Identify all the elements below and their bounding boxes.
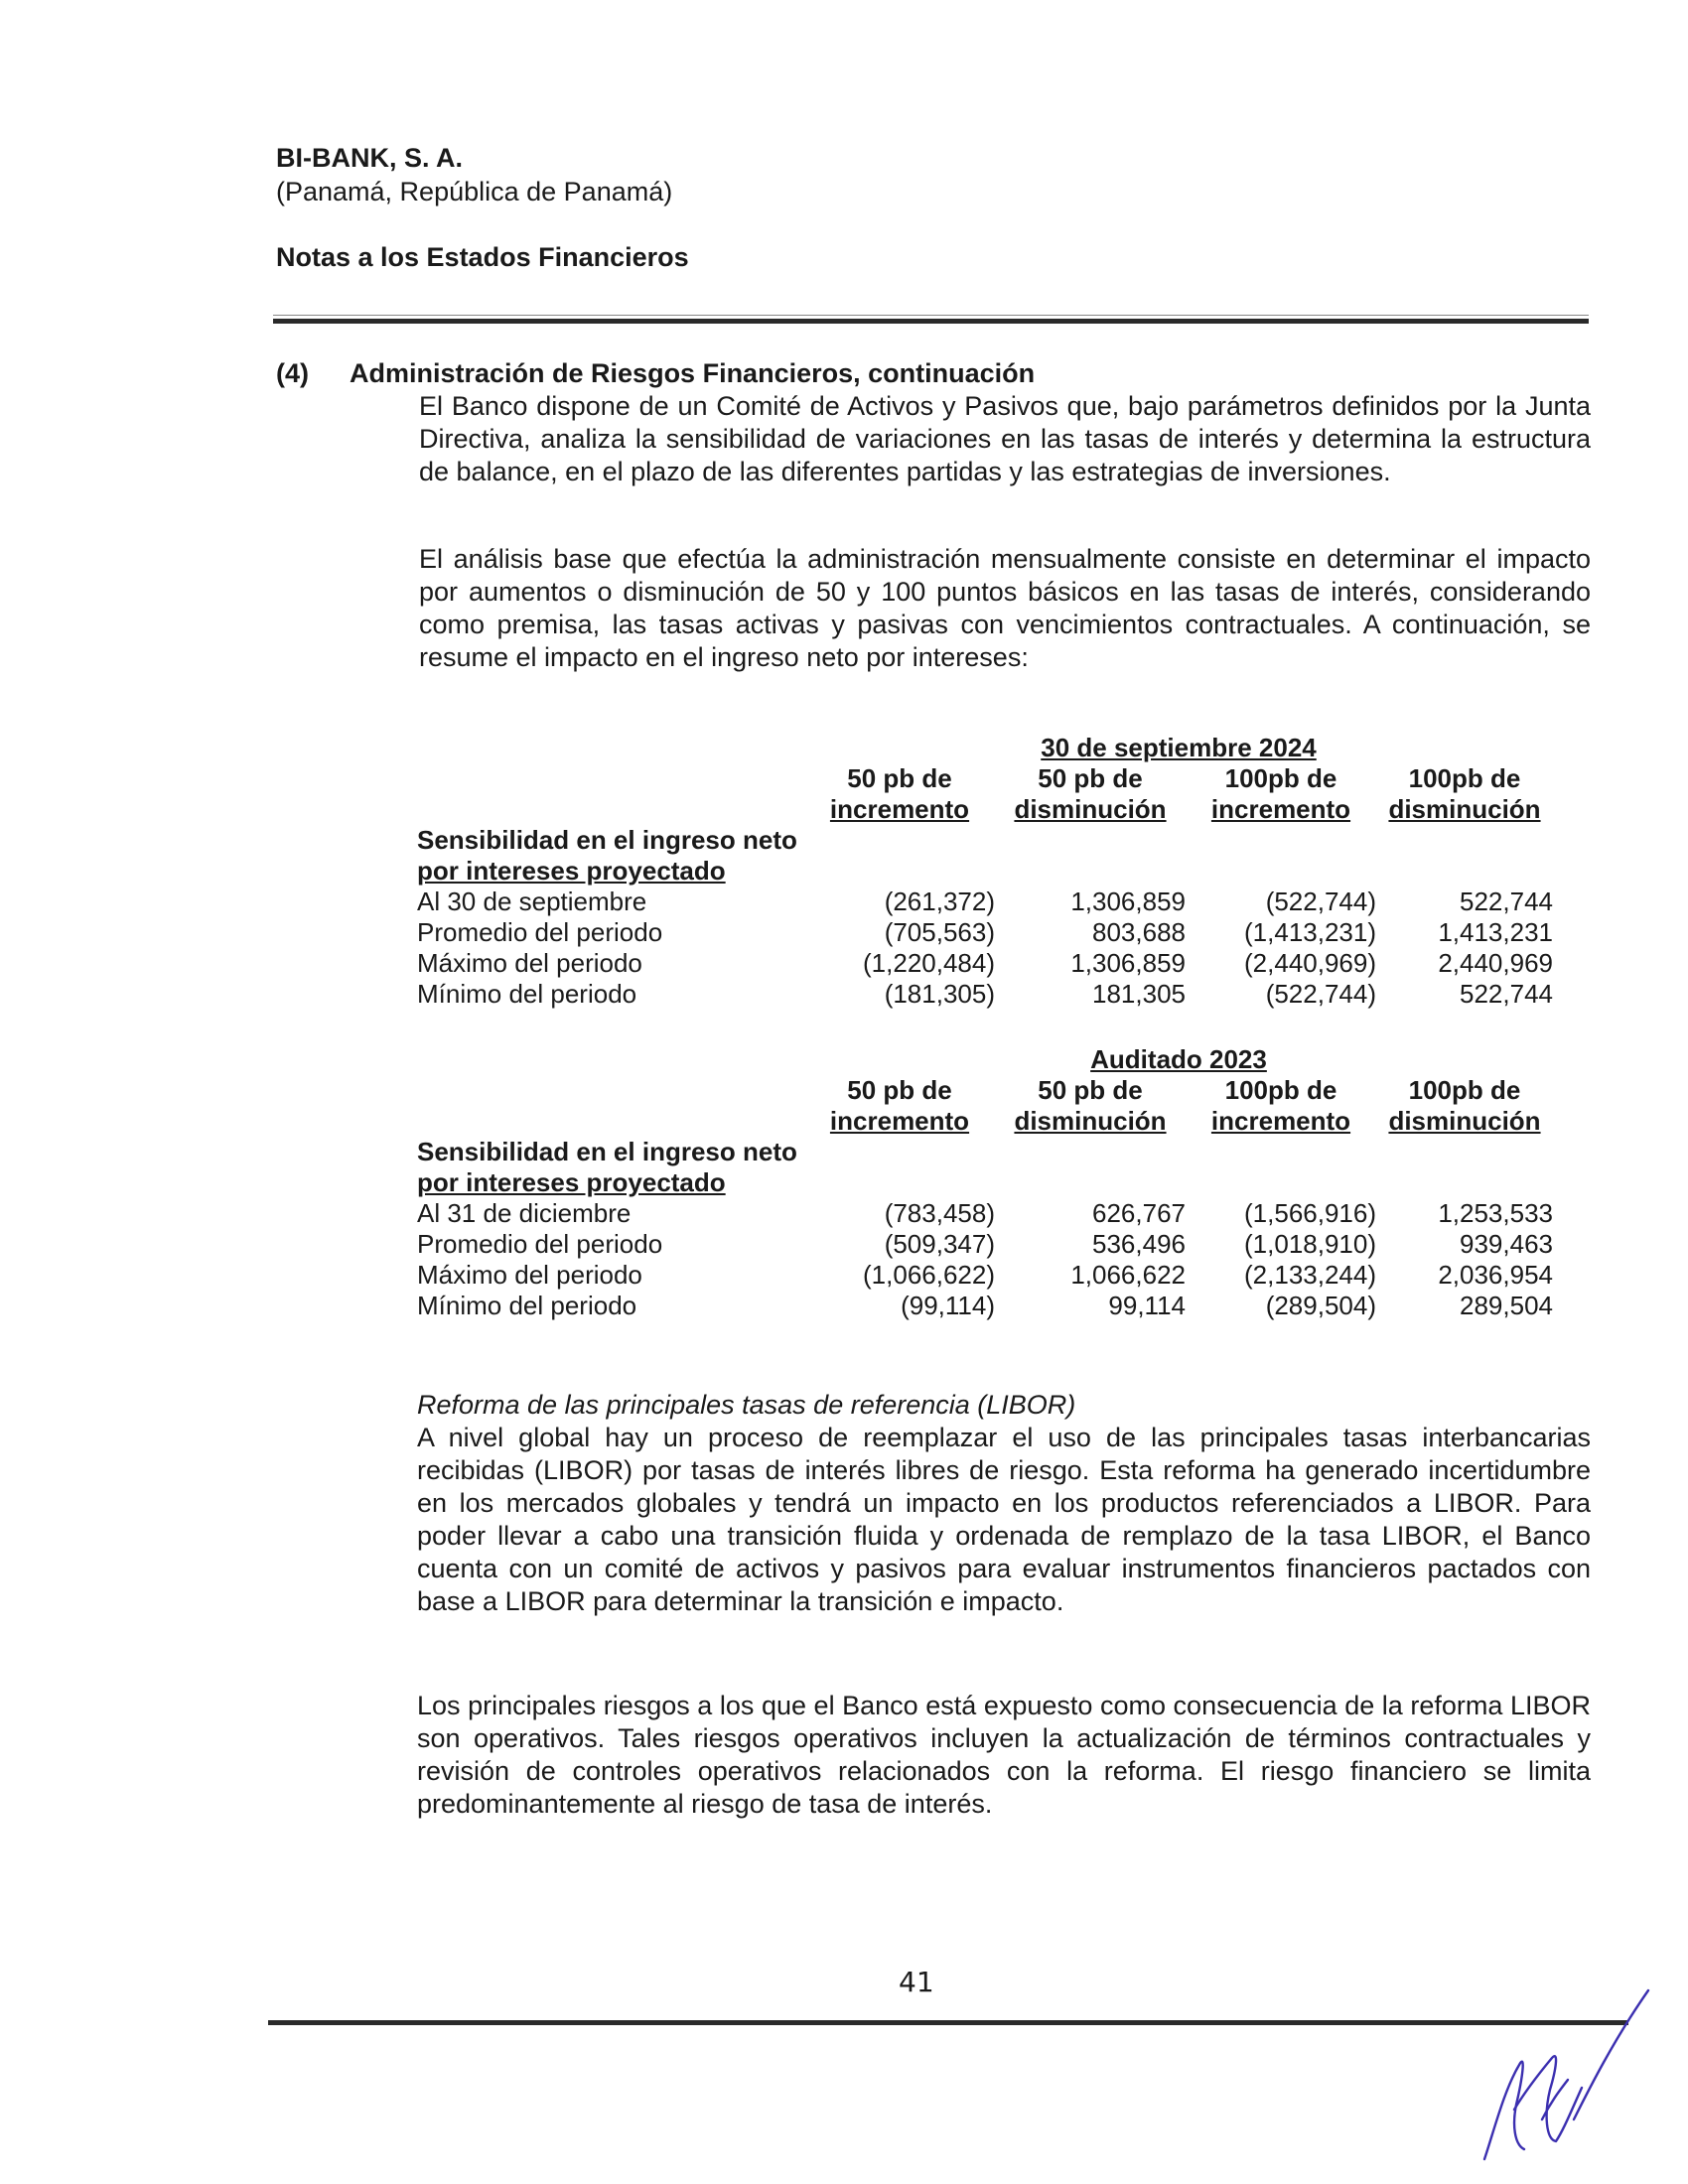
row-group-label: por intereses proyectado [417, 1167, 726, 1197]
cell: 1,253,533 [1438, 1198, 1553, 1228]
cell: 939,463 [1460, 1229, 1553, 1259]
cell: 522,744 [1460, 887, 1553, 916]
col-header: disminución [1388, 1106, 1541, 1136]
cell: 1,413,231 [1438, 917, 1553, 947]
libor-heading: Reforma de las principales tasas de referencia (LIBOR) [417, 1390, 1076, 1420]
row-label: Al 31 de diciembre [417, 1198, 632, 1228]
col-header: incremento [829, 1106, 970, 1136]
libor-paragraph-2: Los principales riesgos a los que el Banco está expuesto como consecuencia de la reforma LIBOR son operativos. Tales riesgos operativos incluyen la actualización de términos contractuales y revisión de controles operativos relacionados con la reforma. El riesgo financiero se limita predominantemente al riesgo de tasa de interés. [417, 1691, 1591, 1819]
row-label: Mínimo del periodo [417, 1291, 637, 1320]
col-header: incremento [1210, 1106, 1351, 1136]
col-header: 50 pb de [847, 1075, 952, 1105]
table-period-header: 30 de septiembre 2024 [1041, 733, 1317, 762]
col-header: 100pb de [1408, 763, 1521, 793]
col-header: disminución [1014, 794, 1167, 824]
col-header: 100pb de [1408, 1075, 1521, 1105]
row-group-label: Sensibilidad en el ingreso neto [417, 825, 797, 855]
cell: 2,440,969 [1438, 948, 1553, 978]
col-header: 100pb de [1224, 1075, 1337, 1105]
cell: (99,114) [901, 1291, 995, 1320]
table-row [417, 1229, 1553, 1260]
cell: (2,440,969) [1244, 948, 1376, 978]
cell: (1,220,484) [863, 948, 995, 978]
cell: (1,413,231) [1244, 917, 1376, 947]
header-divider-thin [273, 315, 1589, 316]
document-title: Notas a los Estados Financieros [276, 242, 689, 272]
col-header: incremento [1210, 794, 1351, 824]
table-row [417, 979, 1553, 1010]
table-row [417, 917, 1553, 948]
row-label: Máximo del periodo [417, 1260, 642, 1290]
col-header: 50 pb de [1038, 763, 1143, 793]
table-row [417, 1260, 1553, 1291]
row-group-label: Sensibilidad en el ingreso neto [417, 1137, 797, 1166]
cell: (261,372) [884, 887, 995, 916]
cell: (2,133,244) [1244, 1260, 1376, 1290]
cell: 522,744 [1460, 979, 1553, 1009]
company-name: BI-BANK, S. A. [276, 143, 463, 173]
cell: (509,347) [884, 1229, 995, 1259]
cell: 1,306,859 [1070, 948, 1186, 978]
sensitivity-table-2023 [417, 1044, 1553, 1321]
cell: (783,458) [884, 1198, 995, 1228]
row-group-label: por intereses proyectado [417, 856, 726, 886]
cell: (522,744) [1265, 887, 1376, 916]
row-label: Promedio del periodo [417, 1229, 663, 1259]
row-label: Promedio del periodo [417, 917, 663, 947]
cell: 289,504 [1460, 1291, 1553, 1320]
signature-icon [1465, 1971, 1663, 2169]
section-title: Administración de Riesgos Financieros, continuación [350, 358, 1036, 388]
cell: 536,496 [1092, 1229, 1186, 1259]
cell: (289,504) [1265, 1291, 1376, 1320]
cell: 1,306,859 [1070, 887, 1186, 916]
table-row [417, 1291, 1553, 1321]
cell: 99,114 [1108, 1291, 1186, 1320]
cell: (705,563) [884, 917, 995, 947]
cell: 626,767 [1092, 1198, 1186, 1228]
col-header: 100pb de [1224, 763, 1337, 793]
row-label: Al 30 de septiembre [417, 887, 647, 916]
col-header: 50 pb de [847, 763, 952, 793]
cell: (1,018,910) [1244, 1229, 1376, 1259]
sensitivity-table-2024 [417, 733, 1553, 1010]
table-row [417, 948, 1553, 979]
header-divider [273, 319, 1589, 324]
col-header: disminución [1388, 794, 1541, 824]
company-location: (Panamá, República de Panamá) [276, 177, 673, 206]
col-header: 50 pb de [1038, 1075, 1143, 1105]
page-number: 41 [899, 1966, 934, 1998]
cell: (181,305) [884, 979, 995, 1009]
table-row [417, 1198, 1553, 1229]
row-label: Mínimo del periodo [417, 979, 637, 1009]
col-header: disminución [1014, 1106, 1167, 1136]
footer-divider [268, 2020, 1628, 2025]
intro-paragraph-1: El Banco dispone de un Comité de Activos y Pasivos que, bajo parámetros definidos por la Junta Directiva, analiza la sensibilidad de variaciones en las tasas de interés y determina la estructura de balance, en el plazo de las diferentes partidas y las estrategias de inversiones. [419, 391, 1591, 486]
cell: (522,744) [1265, 979, 1376, 1009]
row-label: Máximo del periodo [417, 948, 642, 978]
intro-paragraph-2: El análisis base que efectúa la administración mensualmente consiste en determinar el impacto por aumentos o disminución de 50 y 100 puntos básicos en las tasas de interés, considerando como premisa, las tasas activas y pasivas con vencimientos contractuales. A continuación, se resume el impacto en el ingreso neto por intereses: [419, 544, 1591, 672]
cell: (1,566,916) [1244, 1198, 1376, 1228]
col-header: incremento [829, 794, 970, 824]
signature-strokes [1484, 1990, 1648, 2159]
section-number: (4) [276, 358, 309, 388]
table-period-header: Auditado 2023 [1090, 1044, 1267, 1074]
libor-paragraph-1: A nivel global hay un proceso de reemplazar el uso de las principales tasas interbancarias recibidas (LIBOR) por tasas de interés libres de riesgo. Esta reforma ha generado incertidumbre en los mercados globales y tendrá un impacto en los productos referenciados a LIBOR. Para poder llevar a cabo una transición fluida y ordenada de remplazo de la tasa LIBOR, el Banco cuenta con un comité de activos y pasivos para evaluar instrumentos financieros pactados con base a LIBOR para determinar la transición e impacto. [417, 1423, 1591, 1616]
cell: (1,066,622) [863, 1260, 995, 1290]
cell: 803,688 [1092, 917, 1186, 947]
cell: 181,305 [1092, 979, 1186, 1009]
table-row [417, 887, 1553, 917]
cell: 1,066,622 [1070, 1260, 1186, 1290]
cell: 2,036,954 [1438, 1260, 1553, 1290]
